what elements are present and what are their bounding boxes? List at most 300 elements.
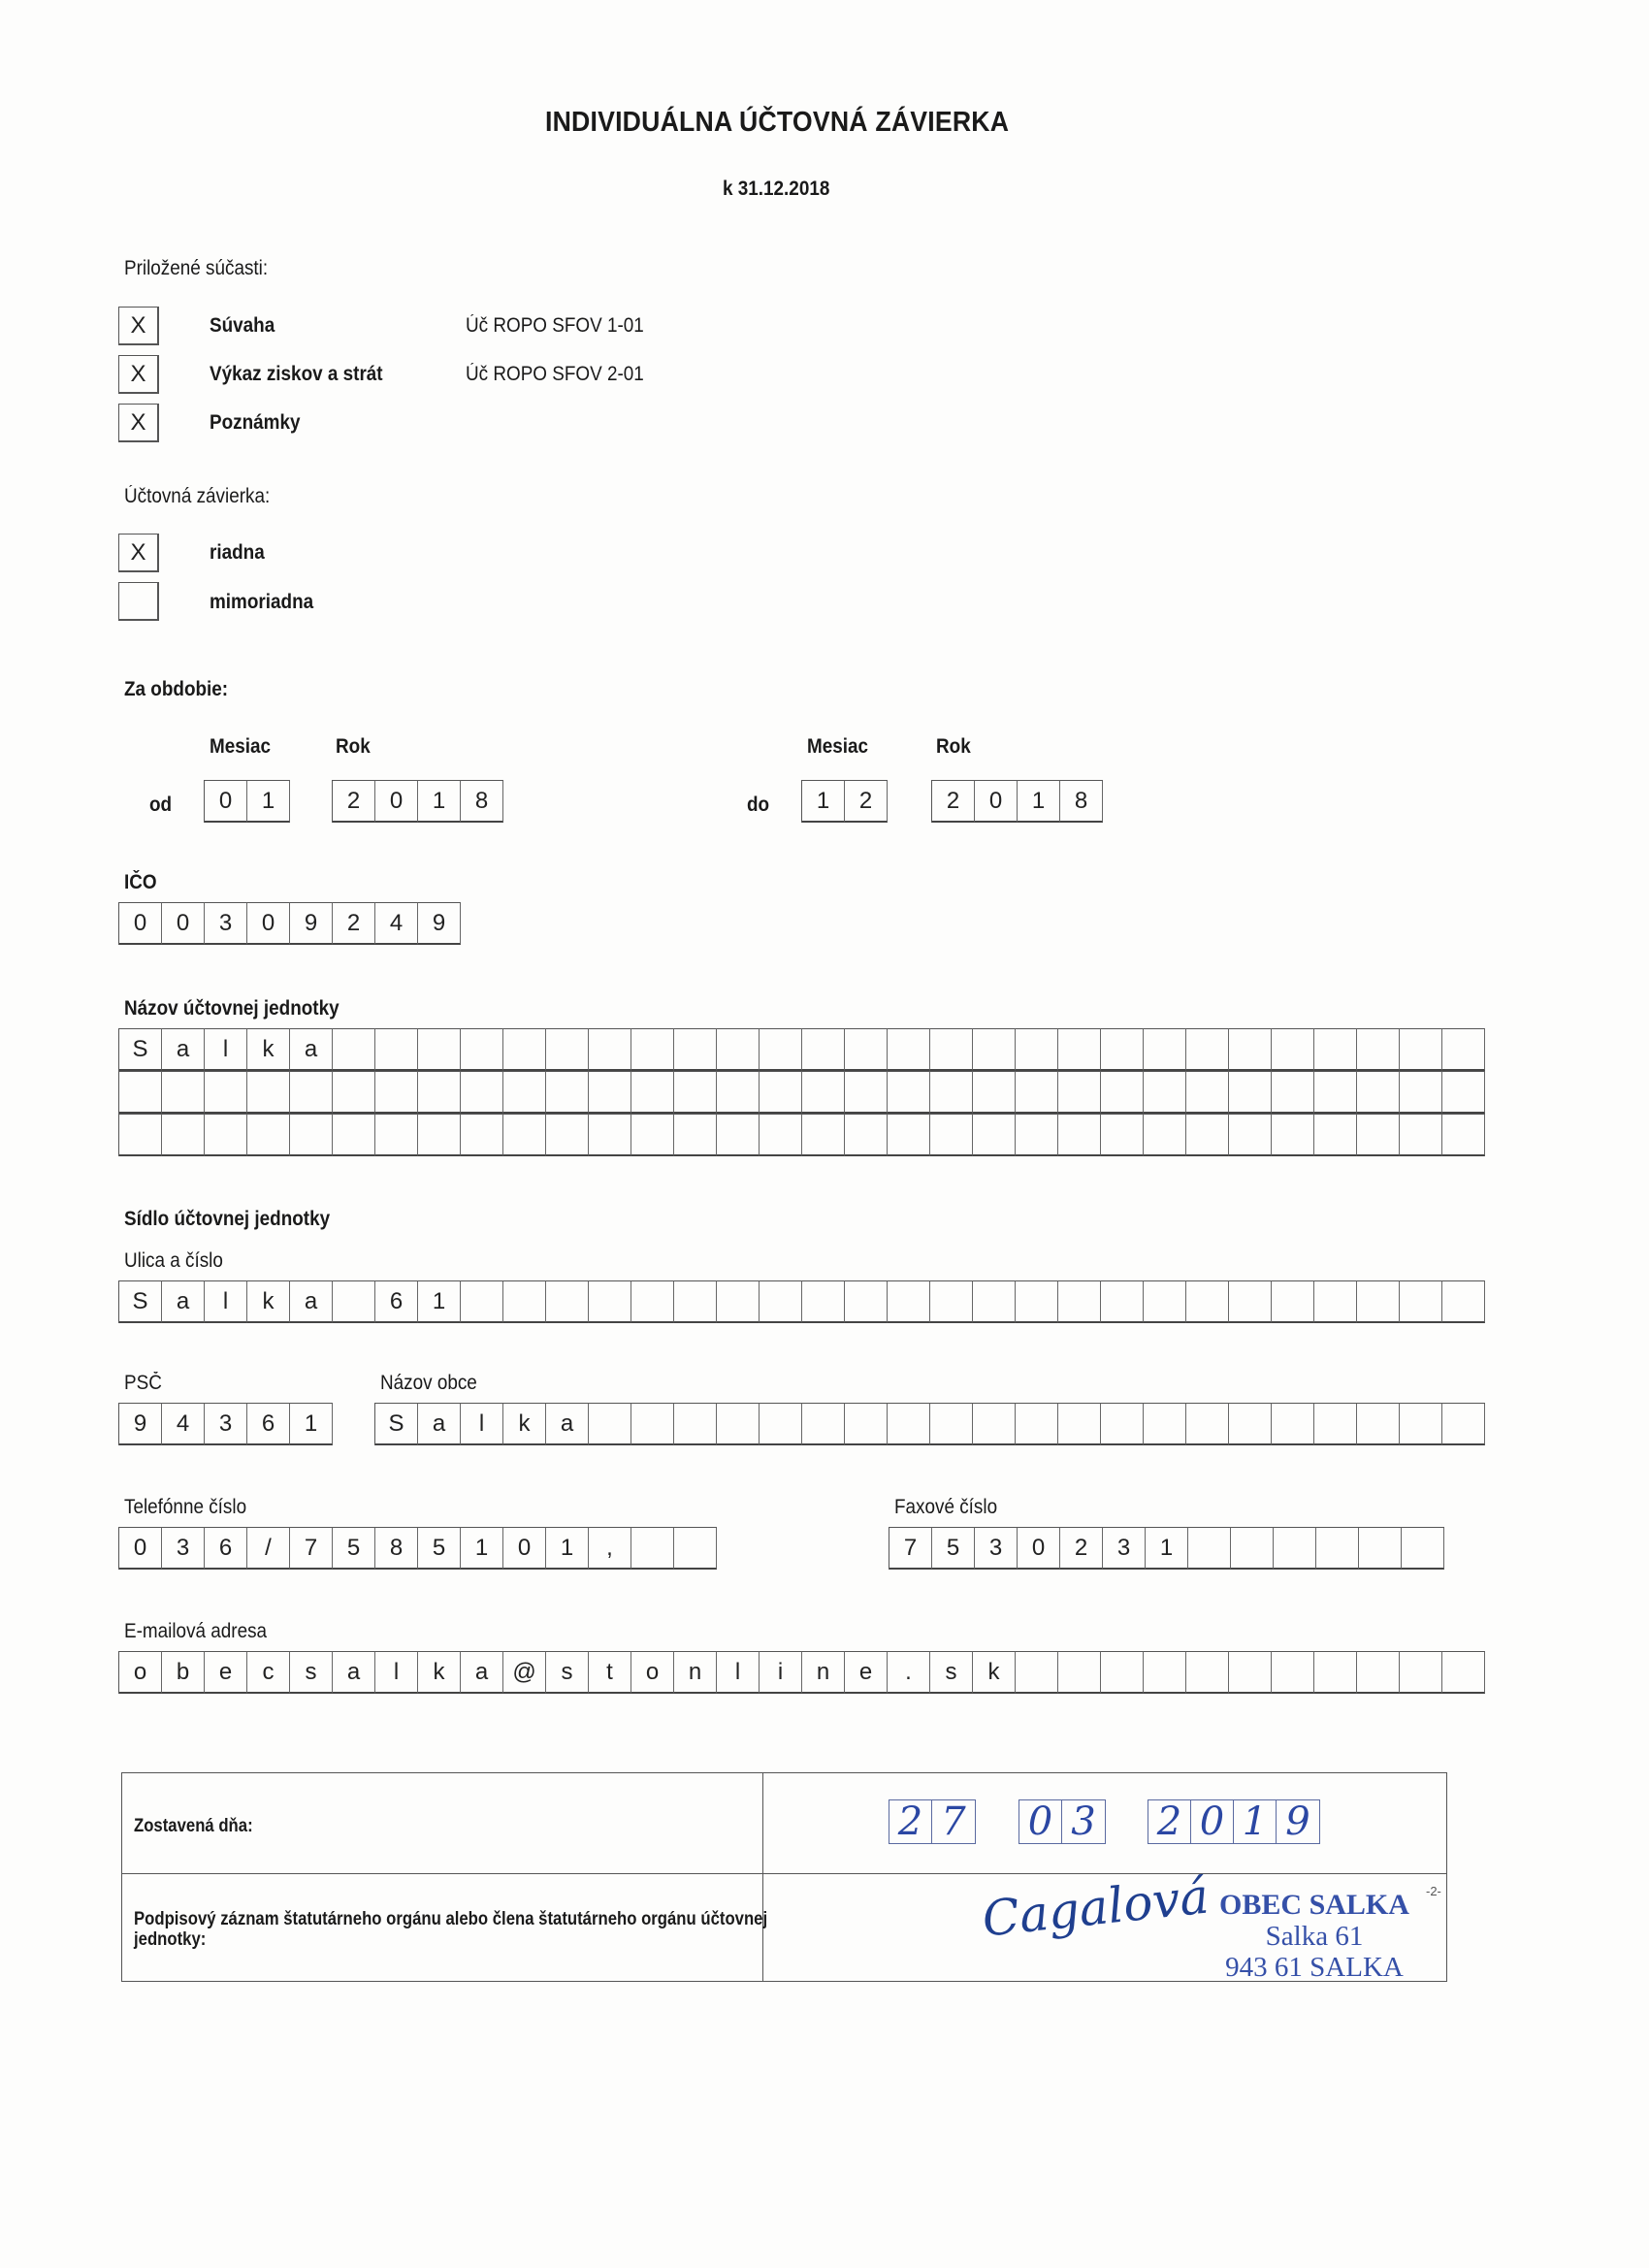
email-field-cell[interactable]: [1186, 1651, 1229, 1694]
attachment-name-vykaz: Výkaz ziskov a strát: [210, 363, 383, 385]
street-field-cell[interactable]: [1101, 1280, 1144, 1323]
phone-field[interactable]: [118, 1527, 717, 1570]
statement-type-mimoriadna: mimoriadna: [210, 591, 314, 613]
entity-name-row-2-cell[interactable]: [461, 1071, 503, 1114]
entity-name-row-2-cell[interactable]: [205, 1071, 247, 1114]
street-field-cell[interactable]: [1016, 1280, 1058, 1323]
city-field-cell[interactable]: [760, 1403, 802, 1445]
attachment-checkbox-vykaz[interactable]: X: [118, 355, 159, 394]
zip-label: PSČ: [124, 1372, 162, 1394]
ico-field-cell[interactable]: 9: [290, 902, 333, 945]
compiled-day-field-digit: 2: [889, 1800, 932, 1843]
email-field-cell[interactable]: [1101, 1651, 1144, 1694]
city-field-cell[interactable]: [1016, 1403, 1058, 1445]
entity-name-row-1-cell[interactable]: [1229, 1028, 1272, 1071]
city-field-cell[interactable]: k: [503, 1403, 546, 1445]
city-field-cell[interactable]: [973, 1403, 1016, 1445]
fax-field-cell[interactable]: 1: [1146, 1527, 1188, 1570]
entity-name-row-3-cell[interactable]: [333, 1114, 375, 1156]
zip-field[interactable]: [118, 1403, 333, 1445]
entity-name-row-2-cell[interactable]: [760, 1071, 802, 1114]
entity-name-row-3-cell[interactable]: [1144, 1114, 1186, 1156]
zip-field-cell[interactable]: 3: [205, 1403, 247, 1445]
fax-label: Faxové číslo: [894, 1496, 998, 1518]
entity-name-row-2-cell[interactable]: [290, 1071, 333, 1114]
handwritten-signature: Cagalová: [980, 1867, 1212, 1948]
street-field-cell[interactable]: [1186, 1280, 1229, 1323]
to-year-label: Rok: [936, 735, 971, 758]
city-field-cell[interactable]: [1314, 1403, 1357, 1445]
to-month-label: Mesiac: [807, 735, 869, 758]
entity-name-row-3-cell[interactable]: [290, 1114, 333, 1156]
compiled-date-label: Zostavená dňa:: [134, 1816, 253, 1836]
entity-name-row-2-cell[interactable]: [1400, 1071, 1442, 1114]
street-field-cell[interactable]: [1314, 1280, 1357, 1323]
entity-name-row-2-cell[interactable]: [162, 1071, 205, 1114]
entity-name-row-1-cell[interactable]: [802, 1028, 845, 1071]
email-field-cell[interactable]: [1058, 1651, 1101, 1694]
entity-name-row-2-cell[interactable]: [717, 1071, 760, 1114]
street-field-cell[interactable]: [546, 1280, 589, 1323]
city-field-cell[interactable]: [674, 1403, 717, 1445]
entity-name-row-3-cell[interactable]: [802, 1114, 845, 1156]
street-field-cell[interactable]: [1272, 1280, 1314, 1323]
ico-field-cell[interactable]: 2: [333, 902, 375, 945]
compiled-year-field-digit: 9: [1285, 1799, 1310, 1844]
email-field-cell[interactable]: k: [418, 1651, 461, 1694]
fax-field-cell[interactable]: [1402, 1527, 1444, 1570]
page-mark: -2-: [1426, 1884, 1441, 1898]
to-year-field-cell[interactable]: 0: [975, 780, 1018, 823]
entity-name-row-1-cell[interactable]: [888, 1028, 930, 1071]
entity-name-row-2-cell[interactable]: [1314, 1071, 1357, 1114]
phone-field-cell[interactable]: 8: [375, 1527, 418, 1570]
entity-name-row-1-cell[interactable]: [375, 1028, 418, 1071]
street-field-cell[interactable]: [930, 1280, 973, 1323]
attachment-checkbox-suvaha[interactable]: X: [118, 307, 159, 345]
entity-name-row-1-cell[interactable]: [760, 1028, 802, 1071]
email-field-cell[interactable]: b: [162, 1651, 205, 1694]
city-field-cell[interactable]: [1144, 1403, 1186, 1445]
from-year-field-cell[interactable]: 2: [333, 780, 375, 823]
street-field-cell[interactable]: 1: [418, 1280, 461, 1323]
phone-field-cell[interactable]: 5: [418, 1527, 461, 1570]
city-field-cell[interactable]: a: [418, 1403, 461, 1445]
entity-name-row-2-cell[interactable]: [802, 1071, 845, 1114]
to-month-field-cell[interactable]: 1: [802, 780, 845, 823]
entity-name-row-1-cell[interactable]: [546, 1028, 589, 1071]
entity-name-row-3-cell[interactable]: [375, 1114, 418, 1156]
compiled-month-field-digit: 0: [1019, 1800, 1062, 1843]
email-field-cell[interactable]: [1229, 1651, 1272, 1694]
city-field-cell[interactable]: [930, 1403, 973, 1445]
stamp-line-1: OBEC SALKA: [1219, 1889, 1409, 1921]
entity-name-row-1-cell[interactable]: [418, 1028, 461, 1071]
email-field-cell[interactable]: e: [205, 1651, 247, 1694]
email-field-cell[interactable]: [1400, 1651, 1442, 1694]
street-field-cell[interactable]: [1442, 1280, 1485, 1323]
entity-name-row-1-cell[interactable]: S: [119, 1028, 162, 1071]
street-field[interactable]: [118, 1280, 1485, 1323]
entity-name-row-2-cell[interactable]: [973, 1071, 1016, 1114]
entity-name-row-2-cell[interactable]: [1058, 1071, 1101, 1114]
stamp-line-2: Salka 61: [1265, 1921, 1364, 1952]
entity-name-row-2-cell[interactable]: [930, 1071, 973, 1114]
from-year-field-cell[interactable]: 0: [375, 780, 418, 823]
street-field-cell[interactable]: [1058, 1280, 1101, 1323]
city-field-cell[interactable]: l: [461, 1403, 503, 1445]
street-field-cell[interactable]: [973, 1280, 1016, 1323]
entity-name-row-3-cell[interactable]: [973, 1114, 1016, 1156]
city-field-cell[interactable]: S: [375, 1403, 418, 1445]
phone-field-cell[interactable]: 1: [461, 1527, 503, 1570]
attachment-code-vykaz: Úč ROPO SFOV 2-01: [466, 363, 644, 385]
email-field-cell[interactable]: s: [290, 1651, 333, 1694]
fax-field-cell[interactable]: [1188, 1527, 1231, 1570]
street-field-cell[interactable]: [589, 1280, 631, 1323]
entity-name-row-2-cell[interactable]: [888, 1071, 930, 1114]
entity-name-row-2-cell[interactable]: [589, 1071, 631, 1114]
street-field-cell[interactable]: [802, 1280, 845, 1323]
entity-name-row-2-cell[interactable]: [333, 1071, 375, 1114]
street-field-cell[interactable]: [717, 1280, 760, 1323]
entity-name-row-2-cell[interactable]: [1101, 1071, 1144, 1114]
entity-name-row-3-cell[interactable]: [1058, 1114, 1101, 1156]
entity-name-row-2[interactable]: [118, 1071, 1485, 1114]
email-field-cell[interactable]: s: [546, 1651, 589, 1694]
entity-name-row-1-cell[interactable]: [1144, 1028, 1186, 1071]
fax-field-cell[interactable]: [1231, 1527, 1274, 1570]
email-field-cell[interactable]: [1442, 1651, 1485, 1694]
zip-field-cell[interactable]: 4: [162, 1403, 205, 1445]
to-month-field[interactable]: [801, 780, 888, 823]
city-field-cell[interactable]: [717, 1403, 760, 1445]
entity-name-row-3-cell[interactable]: [1016, 1114, 1058, 1156]
entity-name-row-1-cell[interactable]: [1314, 1028, 1357, 1071]
email-field-cell[interactable]: n: [802, 1651, 845, 1694]
street-field-cell[interactable]: a: [290, 1280, 333, 1323]
ico-field-cell[interactable]: 0: [162, 902, 205, 945]
to-year-field-cell[interactable]: 2: [932, 780, 975, 823]
fax-field-cell[interactable]: 3: [1103, 1527, 1146, 1570]
entity-name-row-1-cell[interactable]: [461, 1028, 503, 1071]
from-month-field[interactable]: [204, 780, 290, 823]
zip-field-cell[interactable]: 6: [247, 1403, 290, 1445]
phone-field-cell[interactable]: 3: [162, 1527, 205, 1570]
zip-field-cell[interactable]: 1: [290, 1403, 333, 1445]
entity-name-row-3-cell[interactable]: [1442, 1114, 1485, 1156]
statement-type-checkbox-riadna[interactable]: X: [118, 534, 159, 572]
street-field-cell[interactable]: l: [205, 1280, 247, 1323]
ico-field-cell[interactable]: 4: [375, 902, 418, 945]
entity-name-row-2-cell[interactable]: [546, 1071, 589, 1114]
entity-name-row-2-cell[interactable]: [1144, 1071, 1186, 1114]
entity-name-row-1-cell[interactable]: [1442, 1028, 1485, 1071]
city-field-cell[interactable]: [1229, 1403, 1272, 1445]
statement-type-checkbox-mimoriadna[interactable]: [118, 582, 159, 621]
entity-name-row-3-cell[interactable]: [717, 1114, 760, 1156]
city-field-cell[interactable]: [589, 1403, 631, 1445]
entity-name-row-3-cell[interactable]: [503, 1114, 546, 1156]
entity-name-row-1-cell[interactable]: a: [162, 1028, 205, 1071]
compiled-month-field-digit: 3: [1071, 1799, 1096, 1844]
email-field-cell[interactable]: s: [930, 1651, 973, 1694]
entity-name-row-2-cell[interactable]: [503, 1071, 546, 1114]
fax-field-cell[interactable]: [1316, 1527, 1359, 1570]
city-field-cell[interactable]: [1442, 1403, 1485, 1445]
city-field-cell[interactable]: [1058, 1403, 1101, 1445]
entity-name-row-1-cell[interactable]: k: [247, 1028, 290, 1071]
city-field-cell[interactable]: [802, 1403, 845, 1445]
entity-name-row-3-cell[interactable]: [631, 1114, 674, 1156]
entity-name-row-3-cell[interactable]: [1272, 1114, 1314, 1156]
entity-name-row-3-cell[interactable]: [205, 1114, 247, 1156]
phone-field-cell[interactable]: 0: [119, 1527, 162, 1570]
street-field-cell[interactable]: [1357, 1280, 1400, 1323]
compiled-day-field[interactable]: [889, 1799, 976, 1844]
from-label: od: [149, 794, 173, 816]
entity-name-row-1-cell[interactable]: [631, 1028, 674, 1071]
phone-field-cell[interactable]: 6: [205, 1527, 247, 1570]
email-field[interactable]: [118, 1651, 1485, 1694]
city-field-cell[interactable]: [1272, 1403, 1314, 1445]
attachment-name-poznamky: Poznámky: [210, 411, 301, 434]
fax-field[interactable]: [889, 1527, 1444, 1570]
entity-name-row-1-cell[interactable]: [674, 1028, 717, 1071]
email-field-cell[interactable]: [1314, 1651, 1357, 1694]
street-field-cell[interactable]: k: [247, 1280, 290, 1323]
fax-field-cell[interactable]: 5: [932, 1527, 975, 1570]
fax-field-cell[interactable]: 7: [889, 1527, 932, 1570]
as-of-date: k 31.12.2018: [723, 178, 830, 200]
period-label: Za obdobie:: [124, 678, 229, 700]
entity-name-row-1[interactable]: [118, 1028, 1485, 1071]
fax-field-cell[interactable]: 2: [1060, 1527, 1103, 1570]
compiled-year-field-digit: 1: [1234, 1800, 1277, 1843]
entity-name-label: Názov účtovnej jednotky: [124, 997, 340, 1020]
phone-field-cell[interactable]: [631, 1527, 674, 1570]
entity-name-row-1-cell[interactable]: [589, 1028, 631, 1071]
email-field-cell[interactable]: [1357, 1651, 1400, 1694]
entity-name-row-3-cell[interactable]: [589, 1114, 631, 1156]
from-year-label: Rok: [336, 735, 371, 758]
email-label: E-mailová adresa: [124, 1620, 268, 1642]
entity-name-row-1-cell[interactable]: [1186, 1028, 1229, 1071]
fax-field-cell[interactable]: 3: [975, 1527, 1018, 1570]
entity-name-row-3-cell[interactable]: [1229, 1114, 1272, 1156]
email-field-cell[interactable]: t: [589, 1651, 631, 1694]
entity-name-row-1-cell[interactable]: [1272, 1028, 1314, 1071]
attachment-code-suvaha: Úč ROPO SFOV 1-01: [466, 314, 644, 337]
entity-name-row-2-cell[interactable]: [845, 1071, 888, 1114]
entity-name-row-1-cell[interactable]: [845, 1028, 888, 1071]
compiled-year-field[interactable]: [1148, 1799, 1320, 1844]
to-label: do: [747, 794, 770, 816]
entity-name-row-2-cell[interactable]: [418, 1071, 461, 1114]
city-field-cell[interactable]: [1357, 1403, 1400, 1445]
entity-name-row-3-cell[interactable]: [845, 1114, 888, 1156]
to-year-field[interactable]: [931, 780, 1103, 823]
entity-name-row-3-cell[interactable]: [760, 1114, 802, 1156]
entity-name-row-1-cell[interactable]: l: [205, 1028, 247, 1071]
street-field-cell[interactable]: [1229, 1280, 1272, 1323]
to-year-field-cell[interactable]: 8: [1060, 780, 1103, 823]
compiled-year-field-digit: 0: [1191, 1800, 1234, 1843]
street-field-cell[interactable]: [888, 1280, 930, 1323]
entity-name-row-3-cell[interactable]: [1400, 1114, 1442, 1156]
entity-name-row-2-cell[interactable]: [119, 1071, 162, 1114]
email-field-cell[interactable]: l: [717, 1651, 760, 1694]
entity-name-row-3-cell[interactable]: [247, 1114, 290, 1156]
entity-name-row-3-cell[interactable]: [162, 1114, 205, 1156]
city-field-cell[interactable]: [888, 1403, 930, 1445]
from-year-field-cell[interactable]: 8: [461, 780, 503, 823]
street-field-cell[interactable]: [1400, 1280, 1442, 1323]
stamp-line-3: 943 61 SALKA: [1225, 1952, 1404, 1983]
fax-field-cell[interactable]: [1274, 1527, 1316, 1570]
street-field-cell[interactable]: a: [162, 1280, 205, 1323]
ico-field-cell[interactable]: 0: [247, 902, 290, 945]
entity-name-row-3-cell[interactable]: [1101, 1114, 1144, 1156]
email-field-cell[interactable]: e: [845, 1651, 888, 1694]
street-field-cell[interactable]: [631, 1280, 674, 1323]
attachment-checkbox-poznamky[interactable]: X: [118, 404, 159, 442]
entity-name-row-1-cell[interactable]: [973, 1028, 1016, 1071]
email-field-cell[interactable]: @: [503, 1651, 546, 1694]
entity-name-row-2-cell[interactable]: [674, 1071, 717, 1114]
ico-field[interactable]: [118, 902, 461, 945]
email-field-cell[interactable]: n: [674, 1651, 717, 1694]
street-field-cell[interactable]: [845, 1280, 888, 1323]
ico-field-cell[interactable]: 0: [119, 902, 162, 945]
attachments-label: Priložené súčasti:: [124, 257, 269, 279]
street-field-cell[interactable]: [1144, 1280, 1186, 1323]
ico-field-cell[interactable]: 3: [205, 902, 247, 945]
entity-name-row-2-cell[interactable]: [1229, 1071, 1272, 1114]
phone-field-cell[interactable]: 7: [290, 1527, 333, 1570]
ico-label: IČO: [124, 871, 157, 893]
email-field-cell[interactable]: l: [375, 1651, 418, 1694]
entity-name-row-1-cell[interactable]: [930, 1028, 973, 1071]
phone-field-cell[interactable]: 0: [503, 1527, 546, 1570]
entity-name-row-3-cell[interactable]: [1357, 1114, 1400, 1156]
street-field-cell[interactable]: [674, 1280, 717, 1323]
email-field-cell[interactable]: a: [461, 1651, 503, 1694]
from-year-field[interactable]: [332, 780, 503, 823]
fax-field-cell[interactable]: [1359, 1527, 1402, 1570]
from-month-label: Mesiac: [210, 735, 272, 758]
entity-name-row-2-cell[interactable]: [1357, 1071, 1400, 1114]
entity-name-row-1-cell[interactable]: a: [290, 1028, 333, 1071]
entity-name-row-2-cell[interactable]: [1016, 1071, 1058, 1114]
statement-type-riadna: riadna: [210, 541, 265, 564]
email-field-cell[interactable]: o: [119, 1651, 162, 1694]
ico-field-cell[interactable]: 9: [418, 902, 461, 945]
city-label: Názov obce: [380, 1372, 477, 1394]
city-field-cell[interactable]: [1101, 1403, 1144, 1445]
entity-name-row-1-cell[interactable]: [1016, 1028, 1058, 1071]
entity-name-row-3-cell[interactable]: [546, 1114, 589, 1156]
entity-name-row-1-cell[interactable]: [1357, 1028, 1400, 1071]
entity-name-row-3-cell[interactable]: [461, 1114, 503, 1156]
entity-name-row-3-cell[interactable]: [418, 1114, 461, 1156]
entity-name-row-3-cell[interactable]: [674, 1114, 717, 1156]
email-field-cell[interactable]: [1272, 1651, 1314, 1694]
phone-field-cell[interactable]: 1: [546, 1527, 589, 1570]
phone-field-cell[interactable]: /: [247, 1527, 290, 1570]
entity-name-row-1-cell[interactable]: [1058, 1028, 1101, 1071]
compiled-day-field-digit: 7: [941, 1799, 966, 1844]
entity-name-row-3-cell[interactable]: [1314, 1114, 1357, 1156]
from-month-field-cell[interactable]: 1: [247, 780, 290, 823]
entity-name-row-1-cell[interactable]: [333, 1028, 375, 1071]
email-field-cell[interactable]: .: [888, 1651, 930, 1694]
city-field-cell[interactable]: [631, 1403, 674, 1445]
city-field-cell[interactable]: [1186, 1403, 1229, 1445]
street-field-cell[interactable]: 6: [375, 1280, 418, 1323]
entity-name-row-2-cell[interactable]: [1272, 1071, 1314, 1114]
email-field-cell[interactable]: a: [333, 1651, 375, 1694]
entity-name-row-3-cell[interactable]: [930, 1114, 973, 1156]
email-field-cell[interactable]: [1016, 1651, 1058, 1694]
street-label: Ulica a číslo: [124, 1249, 223, 1272]
entity-name-row-2-cell[interactable]: [1186, 1071, 1229, 1114]
email-field-cell[interactable]: [1144, 1651, 1186, 1694]
city-field-cell[interactable]: [845, 1403, 888, 1445]
compiled-year-field-digit: 2: [1148, 1800, 1191, 1843]
city-field-cell[interactable]: a: [546, 1403, 589, 1445]
phone-field-cell[interactable]: 5: [333, 1527, 375, 1570]
entity-name-row-3[interactable]: [118, 1114, 1485, 1156]
from-year-field-cell[interactable]: 1: [418, 780, 461, 823]
entity-name-row-1-cell[interactable]: [503, 1028, 546, 1071]
phone-field-cell[interactable]: ,: [589, 1527, 631, 1570]
entity-name-row-2-cell[interactable]: [631, 1071, 674, 1114]
email-field-cell[interactable]: c: [247, 1651, 290, 1694]
compiled-month-field[interactable]: [1018, 1799, 1106, 1844]
to-year-field-cell[interactable]: 1: [1018, 780, 1060, 823]
email-field-cell[interactable]: i: [760, 1651, 802, 1694]
entity-name-row-1-cell[interactable]: [1101, 1028, 1144, 1071]
entity-name-row-3-cell[interactable]: [119, 1114, 162, 1156]
email-field-cell[interactable]: k: [973, 1651, 1016, 1694]
entity-name-row-2-cell[interactable]: [375, 1071, 418, 1114]
street-field-cell[interactable]: S: [119, 1280, 162, 1323]
entity-name-row-2-cell[interactable]: [247, 1071, 290, 1114]
street-field-cell[interactable]: [503, 1280, 546, 1323]
entity-name-row-2-cell[interactable]: [1442, 1071, 1485, 1114]
zip-field-cell[interactable]: 9: [119, 1403, 162, 1445]
street-field-cell[interactable]: [333, 1280, 375, 1323]
signature-record-label: Podpisový záznam štatutárneho orgánu alebo člena štatutárneho orgánu účtovnej jednotky:: [134, 1909, 768, 1950]
statement-type-label: Účtovná závierka:: [124, 485, 271, 507]
entity-name-row-3-cell[interactable]: [888, 1114, 930, 1156]
from-month-field-cell[interactable]: 0: [205, 780, 247, 823]
email-field-cell[interactable]: o: [631, 1651, 674, 1694]
fax-field-cell[interactable]: 0: [1018, 1527, 1060, 1570]
entity-name-row-3-cell[interactable]: [1186, 1114, 1229, 1156]
street-field-cell[interactable]: [461, 1280, 503, 1323]
street-field-cell[interactable]: [760, 1280, 802, 1323]
phone-field-cell[interactable]: [674, 1527, 717, 1570]
city-field-cell[interactable]: [1400, 1403, 1442, 1445]
entity-name-row-1-cell[interactable]: [1400, 1028, 1442, 1071]
entity-name-row-1-cell[interactable]: [717, 1028, 760, 1071]
seat-label: Sídlo účtovnej jednotky: [124, 1208, 331, 1230]
official-stamp: [1203, 1890, 1426, 1983]
to-month-field-cell[interactable]: 2: [845, 780, 888, 823]
city-field[interactable]: [374, 1403, 1485, 1445]
